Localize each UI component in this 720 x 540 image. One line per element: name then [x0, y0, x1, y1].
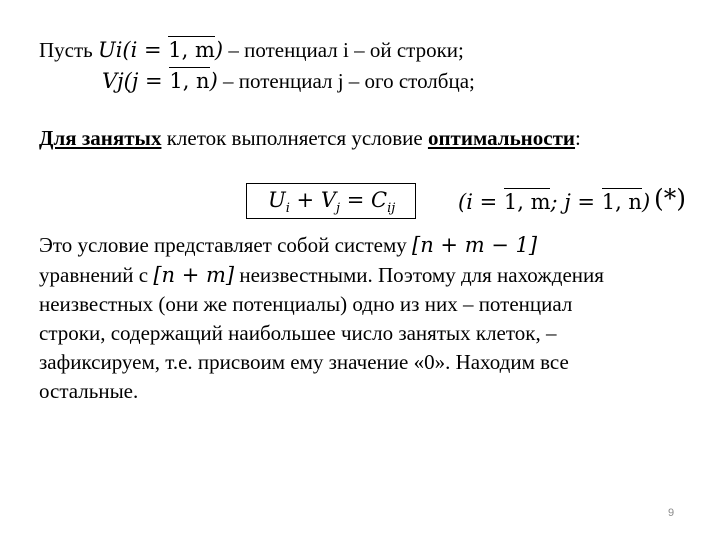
paragraph-line-3: неизвестных (они же потенциалы) одно из них – потенциал — [39, 292, 573, 316]
equations-count: [n + m − 1] — [412, 233, 538, 257]
condition-middle: клеток выполняется условие — [161, 126, 428, 150]
paragraph-line-1: Это условие представляет собой систему [n + m − 1] — [39, 233, 538, 257]
ui-description: – потенциал i – ой строки; — [228, 38, 464, 62]
unknowns-count: [n + m] — [153, 263, 235, 287]
equation-star-label: (*) — [654, 184, 687, 213]
line-1 — [39, 38, 464, 63]
optimality-formula: $U_i + V_j = C_{ij}$ — [268, 188, 396, 217]
ui-definition: Ui(i = 1, m) — [98, 38, 224, 62]
pust-word: Пусть — [39, 38, 93, 62]
condition-line — [39, 126, 581, 151]
paragraph-line-5: зафиксируем, т.е. присвоим ему значение «0». Находим все — [39, 350, 569, 374]
condition-colon: : — [575, 126, 581, 150]
index-range: (i = 1, m; j = 1, n) — [458, 190, 651, 214]
paragraph-line-4: строки, содержащий наибольшее число занятых клеток, – — [39, 321, 557, 345]
condition-optimality: оптимальности — [427, 126, 576, 150]
paragraph-line-6: остальные. — [39, 379, 139, 403]
condition-occupied: Для занятых — [39, 126, 162, 150]
page-number: 9 — [668, 507, 675, 519]
paragraph-line-2: уравнений с [n + m] неизвестными. Поэтому для нахождения — [39, 263, 604, 287]
line-2 — [102, 69, 475, 94]
vj-description: – потенциал j – ого столбца; — [223, 69, 475, 93]
vj-definition: Vj(j = 1, n) — [102, 69, 218, 93]
